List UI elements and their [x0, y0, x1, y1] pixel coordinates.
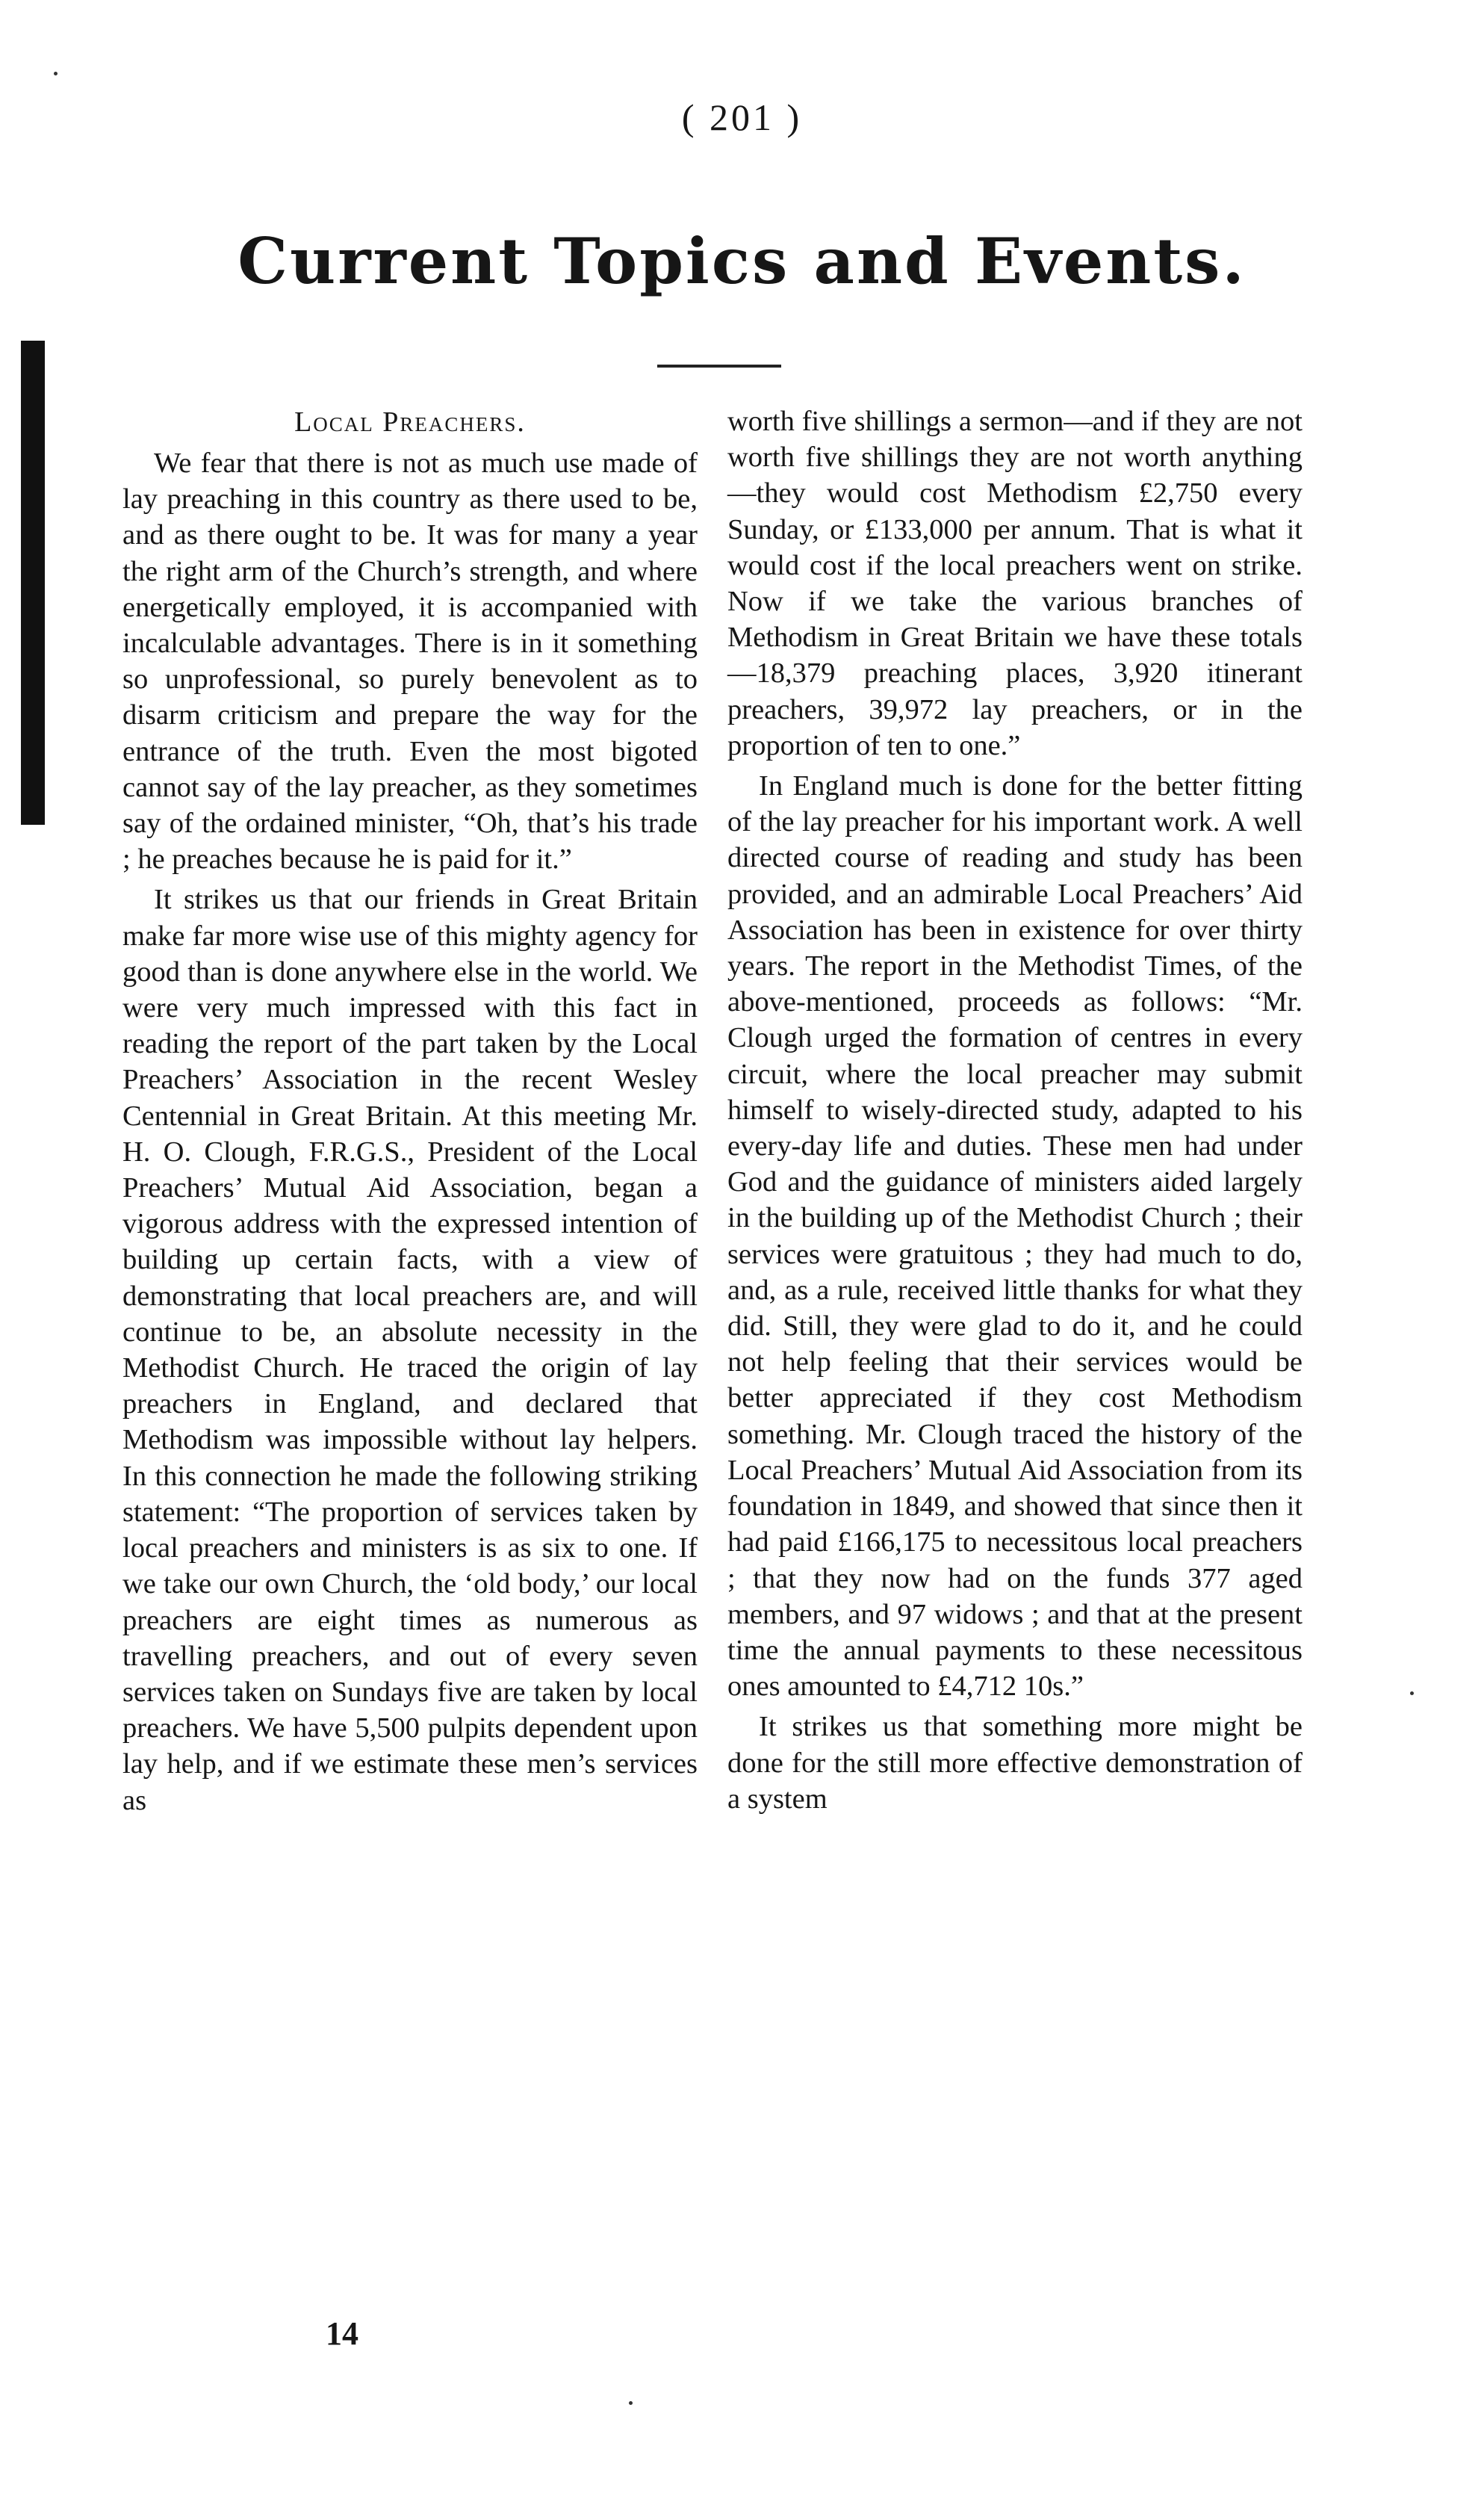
- paragraph: We fear that there is not as much use made of lay preaching in this country as there used to be, and as there ought to be. It was for many a year the right arm of the Church’s strength, and where energetically employed, it is accompanied with incalculable advantages. There is in it something so unprofessional, so purely benevolent as to disarm criticism and prepare the way for the entrance of the truth. Even the most bigoted cannot say of the lay preacher, as they sometimes say of the ordained minister, “Oh, that’s his trade ; he preaches because he is paid for it.”: [122, 448, 698, 876]
- right-column: [727, 403, 1303, 1817]
- section-heading: Local Preachers.: [294, 406, 526, 438]
- page-title: Current Topics and Events.: [237, 224, 1247, 298]
- page-speck: [629, 2401, 633, 2405]
- page-number: ( 201 ): [681, 96, 803, 138]
- page-speck: [1410, 1691, 1414, 1695]
- left-column: [122, 403, 698, 1818]
- page-speck: [54, 72, 58, 75]
- margin-bar: [21, 341, 45, 825]
- paragraph: It strikes us that our friends in Great Britain make far more wise use of this mighty agency for good than is done anywhere else in the world. We were very much impressed with this fact in reading the report of the part taken by the Local Preachers’ Association in the recent Wesley Centennial in Great Britain. At this meeting Mr. H. O. Clough, F.R.G.S., President of the Local Preachers’ Mutual Aid Association, began a vigorous address with the expressed intention of building up certain facts, with a view of demonstrating that local preachers are, and will continue to be, an absolute necessity in the Methodist Church. He traced the origin of lay preachers in England, and declared that Methodism was impossible without lay helpers. In this connection he made the following striking statement: “The proportion of services taken by local preachers and ministers is as six to one. If we take our own Church, the ‘old body,’ our local preachers are eight times as numerous as travelling preachers, and out of every seven services taken on Sundays five are taken by local preachers. We have 5,500 pulpits dependent upon lay help, and if we estimate these men’s services as: [122, 884, 698, 1816]
- paragraph: In England much is done for the better fitting of the lay preacher for his important work. A well directed course of reading and study has been provided, and an admirable Local Preachers’ Aid Association has been in existence for over thirty years. The report in the Methodist Times, of the above-mentioned, proceeds as follows: “Mr. Clough urged the formation of centres in every circuit, where the local preacher may submit himself to wisely-directed study, adapted to his every-day life and duties. These men had under God and the guidance of ministers aided largely in the building up of the Methodist Church ; their services were gratuitous ; they had much to do, and, as a rule, received little thanks for what they did. Still, they were glad to do it, and he could not help feeling that their services would be better appreciated if they cost Methodism something. Mr. Clough traced the history of the Local Preachers’ Mutual Aid Association from its foundation in 1849, and showed that since then it had paid £166,175 to necessitous local preachers ; that they now had on the funds 377 aged members, and 97 widows ; and that at the present time the annual payments to these necessitous ones amounted to £4,712 10s.”: [727, 770, 1303, 1703]
- title-rule: [657, 365, 781, 368]
- signature-mark: 14: [326, 2315, 358, 2352]
- paragraph: It strikes us that something more might be done for the still more effective demonstration of a system: [727, 1711, 1303, 1815]
- paragraph: worth five shillings a sermon—and if they are not worth five shillings they are not worth anything—they would cost Methodism £2,750 every Sunday, or £133,000 per annum. That is what it would cost if the local preachers went on strike. Now if we take the various branches of Methodism in Great Britain we have these totals—18,379 preaching places, 3,920 itinerant preachers, 39,972 lay preachers, or in the proportion of ten to one.”: [727, 406, 1303, 761]
